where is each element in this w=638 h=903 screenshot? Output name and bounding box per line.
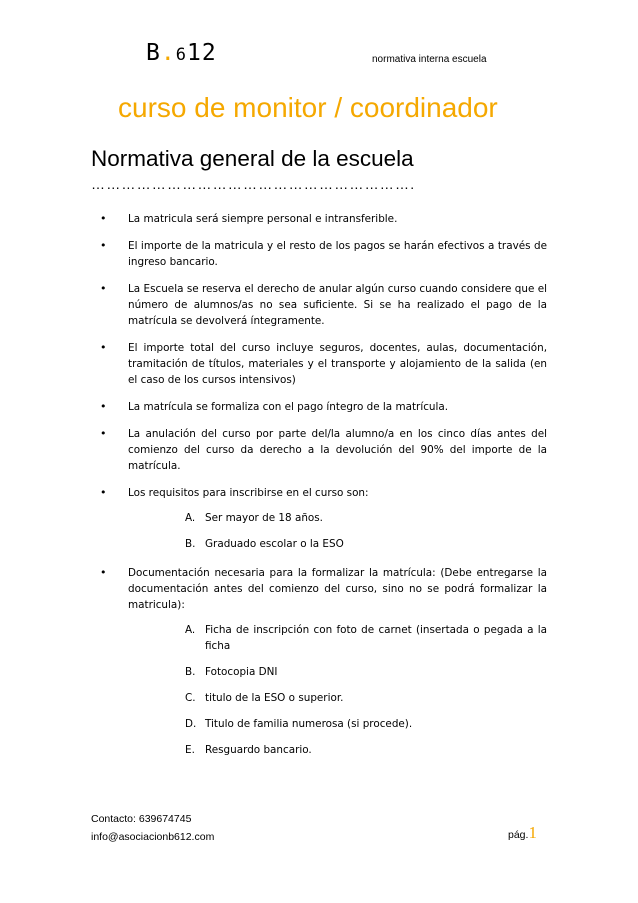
rule-text: El importe total del curso incluye seguros, docentes, aulas, documentación, tramitación de títulos, materiales y el transporte y alojamiento de la salida (en el caso de los cursos intensivos) (128, 342, 547, 386)
rule-item (91, 238, 547, 270)
document-item (128, 690, 547, 706)
list-label: A. (185, 624, 196, 636)
document-item (128, 622, 547, 654)
document-text: Resguardo bancario. (205, 744, 312, 756)
rules-content (91, 211, 547, 771)
rule-item (91, 340, 547, 388)
rule-text: La matricula será siempre personal e intransferible. (128, 213, 398, 225)
page-label: pág. (508, 829, 529, 841)
requirement-item (128, 510, 547, 526)
bullet-icon: • (100, 400, 107, 413)
contact-email: info@asociacionb612.com (91, 831, 215, 843)
course-title: curso de monitor / coordinador (118, 92, 498, 123)
requirement-text: Ser mayor de 18 años. (205, 512, 323, 524)
bullet-icon: • (100, 212, 107, 225)
page-number (508, 823, 537, 843)
logo-prefix: B (146, 40, 161, 66)
rule-item (91, 485, 547, 552)
list-label: A. (185, 512, 196, 524)
requirements-list (128, 510, 547, 552)
rule-item (91, 565, 547, 758)
section-title: Normativa general de la escuela (91, 146, 414, 171)
list-label: E. (185, 744, 195, 756)
document-text: titulo de la ESO o superior. (205, 692, 344, 704)
bullet-icon: • (100, 282, 107, 295)
logo-suffix: 12 (186, 40, 217, 66)
logo-six: 6 (175, 45, 187, 65)
rule-item (91, 399, 547, 415)
documents-list (128, 622, 547, 758)
document-text: Ficha de inscripción con foto de carnet (insertada o pegada a la ficha (205, 624, 547, 652)
bullet-icon: • (100, 486, 107, 499)
logo-dot: . (160, 40, 176, 66)
bullet-icon: • (100, 427, 107, 440)
document-text: Titulo de familia numerosa (si procede). (205, 718, 413, 730)
document-text: Fotocopia DNI (205, 666, 278, 678)
bullet-icon: • (100, 239, 107, 252)
rule-text: La matrícula se formaliza con el pago íntegro de la matrícula. (128, 401, 449, 413)
rule-text: La anulación del curso por parte del/la alumno/a en los cinco días antes del comienzo del curso da derecho a la devolución del 90% del importe de la matrícula. (128, 428, 547, 472)
footer-contact (91, 810, 214, 846)
document-item (128, 664, 547, 680)
rule-text: Documentación necesaria para la formalizar la matrícula: (Debe entregarse la documentación antes del comienzo del curso, sino no se podrá formalizar la matricula): (128, 567, 547, 611)
rule-text: Los requisitos para inscribirse en el curso son: (128, 487, 369, 499)
requirement-text: Graduado escolar o la ESO (205, 538, 344, 550)
contact-phone: Contacto: 639674745 (91, 813, 192, 825)
rule-text: La Escuela se reserva el derecho de anular algún curso cuando considere que el número de alumnos/as no sea suficiente. Si se ha realizado el pago de la matrícula se devolverá íntegramente. (128, 283, 547, 327)
list-label: B. (185, 666, 196, 678)
header-doc-label: normativa interna escuela (372, 54, 487, 65)
requirement-item (128, 536, 547, 552)
rule-item (91, 211, 547, 227)
rule-text: El importe de la matricula y el resto de los pagos se harán efectivos a través de ingreso bancario. (128, 240, 547, 268)
document-item (128, 742, 547, 758)
rule-item (91, 281, 547, 329)
bullet-icon: • (100, 341, 107, 354)
list-label: D. (185, 718, 197, 730)
brand-logo (146, 40, 217, 66)
document-item (128, 716, 547, 732)
rules-list (91, 211, 547, 758)
page-number-value: 1 (528, 823, 537, 842)
dotted-divider: ………………………………………………………. (91, 176, 416, 192)
list-label: C. (185, 692, 196, 704)
bullet-icon: • (100, 566, 107, 579)
list-label: B. (185, 538, 196, 550)
rule-item (91, 426, 547, 474)
